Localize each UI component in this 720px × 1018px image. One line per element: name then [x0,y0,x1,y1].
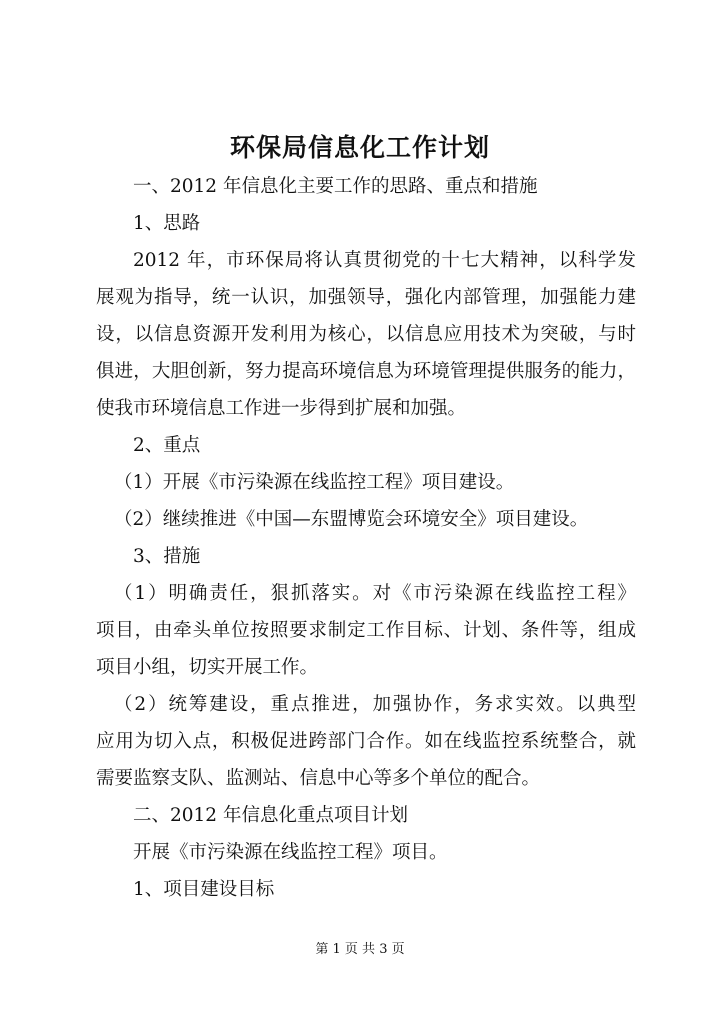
sub1-heading: 1、思路 [133,213,201,234]
section2-heading: 二、2012 年信息化重点项目计划 [133,805,408,826]
section1-heading: 一、2012 年信息化主要工作的思路、重点和措施 [133,176,538,197]
document-title: 环保局信息化工作计划 [229,133,490,162]
paragraph-line: 项目，由牵头单位按照要求制定工作目标、计划、条件等，组成 [96,620,636,641]
sub2-item-2: （2）继续推进《中国—东盟博览会环境安全》项目建设。 [114,509,589,530]
sub2-heading: 2、重点 [133,435,201,456]
sub3-item-2 [96,686,636,797]
sub3-heading: 3、措施 [133,546,201,567]
paragraph-line: 应用为切入点，积极促进跨部门合作。如在线监控系统整合，就 [96,731,636,752]
paragraph-line: 展观为指导，统一认识，加强领导，强化内部管理，加强能力建 [96,287,636,308]
page-footer: 第 1 页 共 3 页 [315,942,405,957]
paragraph-line: 2012 年，市环保局将认真贯彻党的十七大精神，以科学发 [133,250,636,271]
section2-paragraph: 开展《市污染源在线监控工程》项目。 [133,842,448,863]
paragraph-line: 使我市环境信息工作进一步得到扩展和加强。 [96,398,467,419]
section2-sub1-heading: 1、项目建设目标 [133,879,275,900]
sub1-paragraph [96,242,636,427]
paragraph-line: （1）明确责任，狠抓落实。对《市污染源在线监控工程》 [114,583,636,604]
paragraph-line: 俱进，大胆创新，努力提高环境信息为环境管理提供服务的能力， [96,361,636,382]
sub3-item-1 [96,575,636,686]
paragraph-line: 设，以信息资源开发利用为核心，以信息应用技术为突破，与时 [96,324,636,345]
paragraph-line: （2）统筹建设，重点推进，加强协作，务求实效。以典型 [114,694,636,715]
sub2-item-1: （1）开展《市污染源在线监控工程》项目建设。 [114,472,515,493]
document-body [96,168,636,908]
paragraph-line: 项目小组，切实开展工作。 [96,657,319,678]
paragraph-line: 需要监察支队、监测站、信息中心等多个单位的配合。 [96,768,541,789]
